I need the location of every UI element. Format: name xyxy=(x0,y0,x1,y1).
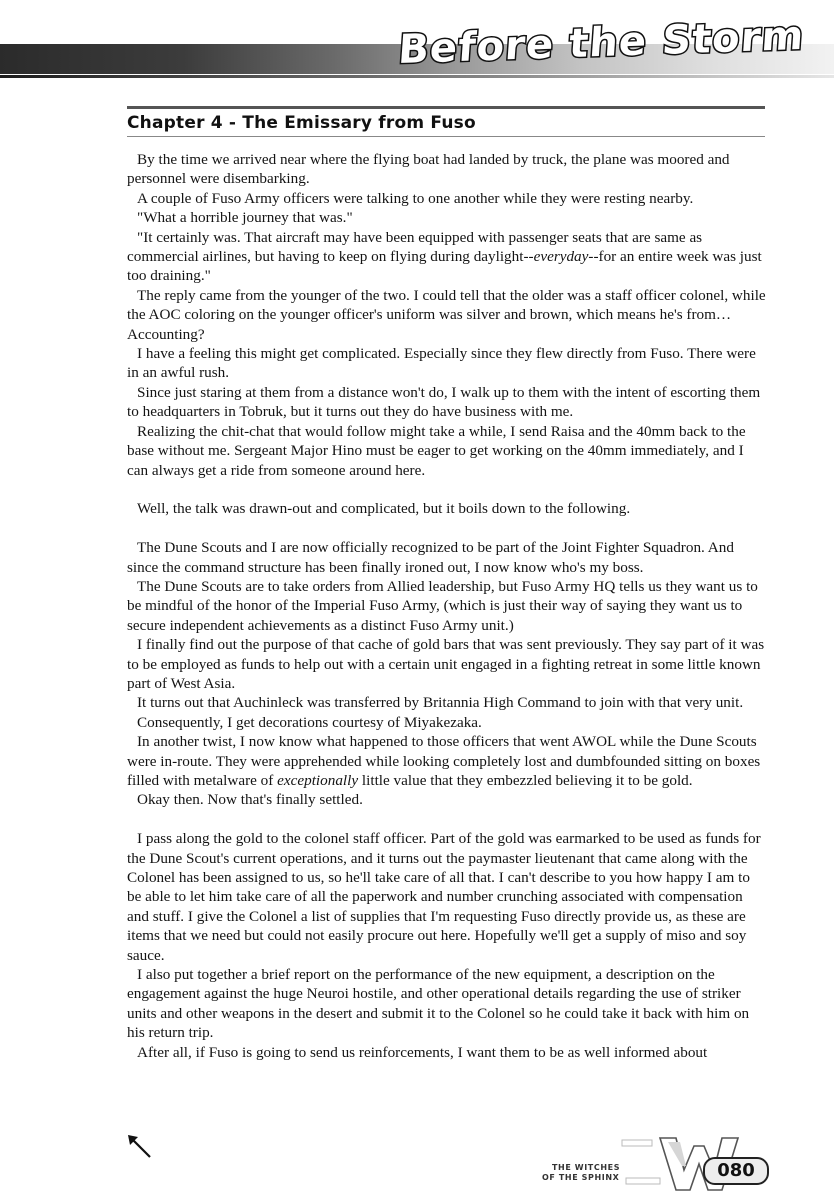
paragraph: The reply came from the younger of the two. I could tell that the older was a staff officer colonel, while the AOC coloring on the younger officer's uniform was silver and brown, which means he's from… Accounting? xyxy=(127,286,766,343)
paragraph xyxy=(127,732,767,790)
paragraph: I have a feeling this might get complicated. Especially since they flew directly from Fuso. There were in an awful rush. xyxy=(127,345,756,382)
paragraph: The Dune Scouts are to take orders from Allied leadership, but Fuso Army HQ tells us they want us to be mindful of the honor of the Imperial Fuso Army, (which is just their way of saying they want us to secure independent achievements as a distinct Fuso Army unit.) xyxy=(127,577,758,634)
paragraph: Consequently, I get decorations courtesy of Miyakezaka. xyxy=(137,713,482,731)
paragraph: Realizing the chit-chat that would follow might take a while, I send Raisa and the 40mm back to the base without me. Sergeant Major Hino must be eager to get working on the 40mm immediately, and I can always get a ride from someone around here. xyxy=(127,422,746,479)
chapter-heading-text: Chapter 4 - The Emissary from Fuso xyxy=(127,113,476,133)
paragraph-part: little value that they embezzled believing it to be gold. xyxy=(358,771,693,789)
paragraph-part: In another twist, I now know what happened to those officers that went AWOL while the Dune Scouts were in-route. They were apprehended while looking completely lost and dumbfounded sitting on boxes filled with metalware of xyxy=(127,733,761,789)
paragraph: The Dune Scouts and I are now officially recognized to be part of the Joint Fighter Squadron. And since the command structure has been finally ironed out, I now know who's my boss. xyxy=(127,539,734,576)
paragraph: A couple of Fuso Army officers were talking to one another while they were resting nearby. xyxy=(137,189,694,207)
paragraph: I pass along the gold to the colonel staff officer. Part of the gold was earmarked to be used as funds for the Dune Scout's current operations, and it turns out the paymaster lieutenant that came along with the Colonel has been assigned to us, so he'll take care of all that. I can't describe to you how happy I am to be able to let him take care of all the paperwork and number crunching associated with compensation and stuff. I give the Colonel a list of supplies that I'm requesting Fuso directly provide us, as these are items that we need but could not easily procure out here. Hopefully we'll get a supply of miso and soy sauce. xyxy=(127,830,761,964)
paragraph: I finally find out the purpose of that cache of gold bars that was sent previously. They say part of it was to be employed as funds to help out with a certain unit engaged in a fighting retreat in some little known part of West Asia. xyxy=(127,636,765,692)
paragraph: It turns out that Auchinleck was transferred by Britannia High Command to join with that very unit. xyxy=(137,694,744,712)
emphasis: exceptionally xyxy=(277,771,359,789)
paragraph: Okay then. Now that's finally settled. xyxy=(137,791,363,809)
paragraph: Well, the talk was drawn-out and complicated, but it boils down to the following. xyxy=(137,500,631,518)
header-title: Before the Storm xyxy=(397,12,807,74)
logo-line-1: THE WITCHES xyxy=(552,1163,621,1172)
paragraph xyxy=(127,228,767,286)
page-number: 080 xyxy=(703,1157,769,1185)
emphasis: everyday xyxy=(533,248,589,266)
paragraph-part: "It certainly was. That aircraft may have been equipped with passenger seats that are same as commercial airlines, but having to keep on flying during daylight-- xyxy=(127,228,703,266)
paragraph: After all, if Fuso is going to send us reinforcements, I want them to be as well informed about xyxy=(137,1043,708,1061)
paragraph-part: --for an entire week was just too draining." xyxy=(127,248,762,285)
arrow-up-left-icon xyxy=(126,1133,152,1159)
logo-line-2: OF THE SPHINX xyxy=(542,1173,620,1182)
paragraph: By the time we arrived near where the flying boat had landed by truck, the plane was moored and personnel were disembarking. xyxy=(127,151,730,188)
paragraph: Since just staring at them from a distance won't do, I walk up to them with the intent of escorting them to headquarters in Tobruk, but it turns out they do have business with me. xyxy=(127,383,761,421)
chapter-heading xyxy=(127,106,765,137)
paragraph: "What a horrible journey that was." xyxy=(137,209,353,227)
paragraph: I also put together a brief report on the performance of the new equipment, a description on the engagement against the huge Neuroi hostile, and other operational details regarding the use of striker units and other weapons in the desert and submit it to the Colonel so he could take it back with him on his return trip. xyxy=(127,966,750,1042)
body-text xyxy=(127,150,767,1062)
